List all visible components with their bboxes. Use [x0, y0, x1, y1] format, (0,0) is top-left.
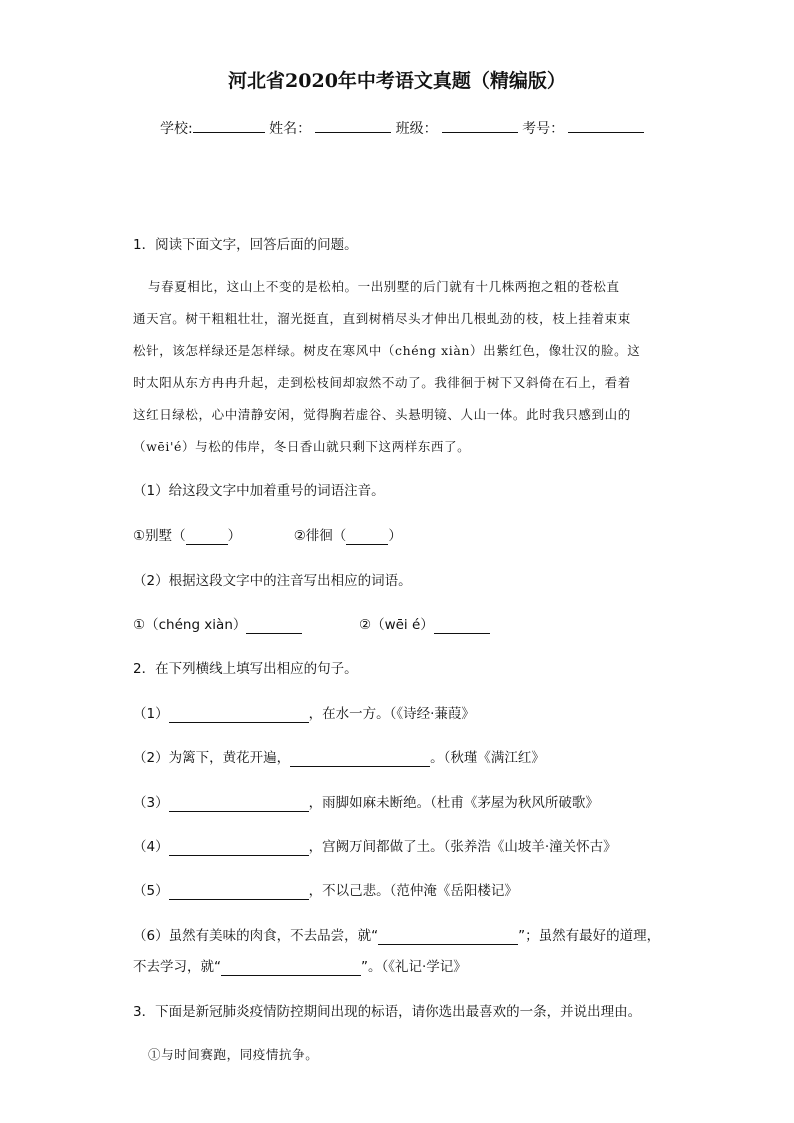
passage-line: 与春夏相比，这山上不变的是松柏。一出别墅的后门就有十几株两抱之粗的苍松直	[148, 279, 620, 294]
item-prefix: 不去学习，就“	[133, 959, 221, 975]
answer-blank[interactable]	[290, 750, 430, 767]
sub2-item-a-blank[interactable]	[246, 617, 302, 634]
question-1-sub1-answers	[133, 524, 402, 545]
question-2-item-1	[133, 702, 475, 723]
question-1-sub2-answers	[133, 613, 490, 634]
item-suffix: ，不以己悲。（范仲淹《岳阳楼记》	[308, 883, 518, 899]
passage-line: 这红日绿松，心中清静安闲，觉得胸若虚谷、头悬明镜、人山一体。此时我只感到山的	[133, 407, 631, 422]
answer-blank[interactable]	[169, 795, 309, 812]
question-1-sub1: （1）给这段文字中加着重号的词语注音。	[133, 483, 385, 499]
item-prefix: （5）	[133, 883, 169, 899]
question-1-sub2: （2）根据这段文字中的注音写出相应的词语。	[133, 573, 412, 589]
item-suffix: 。（秋瑾《满江红》	[430, 750, 545, 766]
question-2-item-4	[133, 835, 617, 856]
question-2-prompt: 2．在下列横线上填写出相应的句子。	[133, 661, 358, 677]
answer-blank[interactable]	[169, 706, 309, 723]
item-prefix: （1）	[133, 706, 169, 722]
sub2-item-b-label: ②（wēi é）	[358, 617, 434, 633]
passage-line: 通天宫。树干粗粗壮壮，溜光挺直，直到树梢尽头才伸出几根虬劲的枝，枝上挂着束束	[133, 311, 631, 326]
passage-line: （wēi'é）与松的伟岸，冬日香山就只剩下这两样东西了。	[133, 439, 471, 454]
item-suffix: ”；虽然有最好的道理，	[518, 928, 661, 944]
sub1-item-b-close: ）	[388, 528, 402, 544]
item-prefix: （6）虽然有美味的肉食，不去品尝，就“	[133, 928, 379, 944]
question-2-item-6-line-2	[133, 955, 467, 976]
sub1-item-b-label: ②徘徊（	[293, 528, 347, 544]
sub2-item-a-label: ①（chéng xiàn）	[133, 617, 247, 633]
class-blank[interactable]	[442, 131, 518, 133]
item-suffix: ，在水一方。（《诗经·蒹葭》	[308, 706, 475, 722]
question-2-item-2	[133, 746, 545, 767]
question-3-prompt: 3．下面是新冠肺炎疫情防控期间出现的标语，请你选出最喜欢的一条，并说出理由。	[133, 1004, 642, 1020]
sub1-item-b-blank[interactable]	[346, 528, 388, 545]
question-2-item-5	[133, 879, 518, 900]
class-label: 班级：	[395, 121, 438, 137]
answer-blank[interactable]	[221, 959, 361, 976]
passage-line: 松针，该怎样绿还是怎样绿。树皮在寒风中（chéng xiàn）出紫红色，像壮汉的脸。这	[133, 343, 641, 358]
sub1-item-a-close: ）	[227, 528, 242, 544]
school-blank[interactable]	[193, 131, 265, 133]
item-suffix: ，雨脚如麻未断绝。（杜甫《茅屋为秋风所破歌》	[308, 795, 599, 811]
item-prefix: （2）为篱下，黄花开遍，	[133, 750, 291, 766]
answer-blank[interactable]	[169, 839, 309, 856]
question-1-prompt: 1．阅读下面文字，回答后面的问题。	[133, 237, 358, 253]
school-label: 学校:	[160, 121, 193, 137]
question-3-option-1: ①与时间赛跑，同疫情抗争。	[148, 1047, 319, 1062]
sub1-item-a-blank[interactable]	[186, 528, 228, 545]
question-2-item-6-line-1	[133, 924, 660, 945]
passage-line: 时太阳从东方冉冉升起，走到松枝间却寂然不动了。我徘徊于树下又斜倚在石上，看着	[133, 375, 631, 390]
item-suffix: ”。（《礼记·学记》	[361, 959, 467, 975]
exam-number-label: 考号：	[522, 121, 565, 137]
item-suffix: ，宫阙万间都做了土。（张养浩《山坡羊·潼关怀古》	[308, 839, 617, 855]
answer-blank[interactable]	[169, 883, 309, 900]
question-2-item-3	[133, 791, 599, 812]
name-label: 姓名：	[269, 121, 312, 137]
item-prefix: （3）	[133, 795, 169, 811]
item-prefix: （4）	[133, 839, 169, 855]
exam-number-blank[interactable]	[568, 131, 644, 133]
sub1-item-a-label: ①别墅（	[133, 528, 186, 544]
name-blank[interactable]	[315, 131, 391, 133]
student-info-line	[160, 118, 644, 138]
sub2-item-b-blank[interactable]	[434, 617, 490, 634]
answer-blank[interactable]	[378, 928, 518, 945]
page-title: 河北省2020年中考语文真题（精编版）	[228, 70, 566, 92]
